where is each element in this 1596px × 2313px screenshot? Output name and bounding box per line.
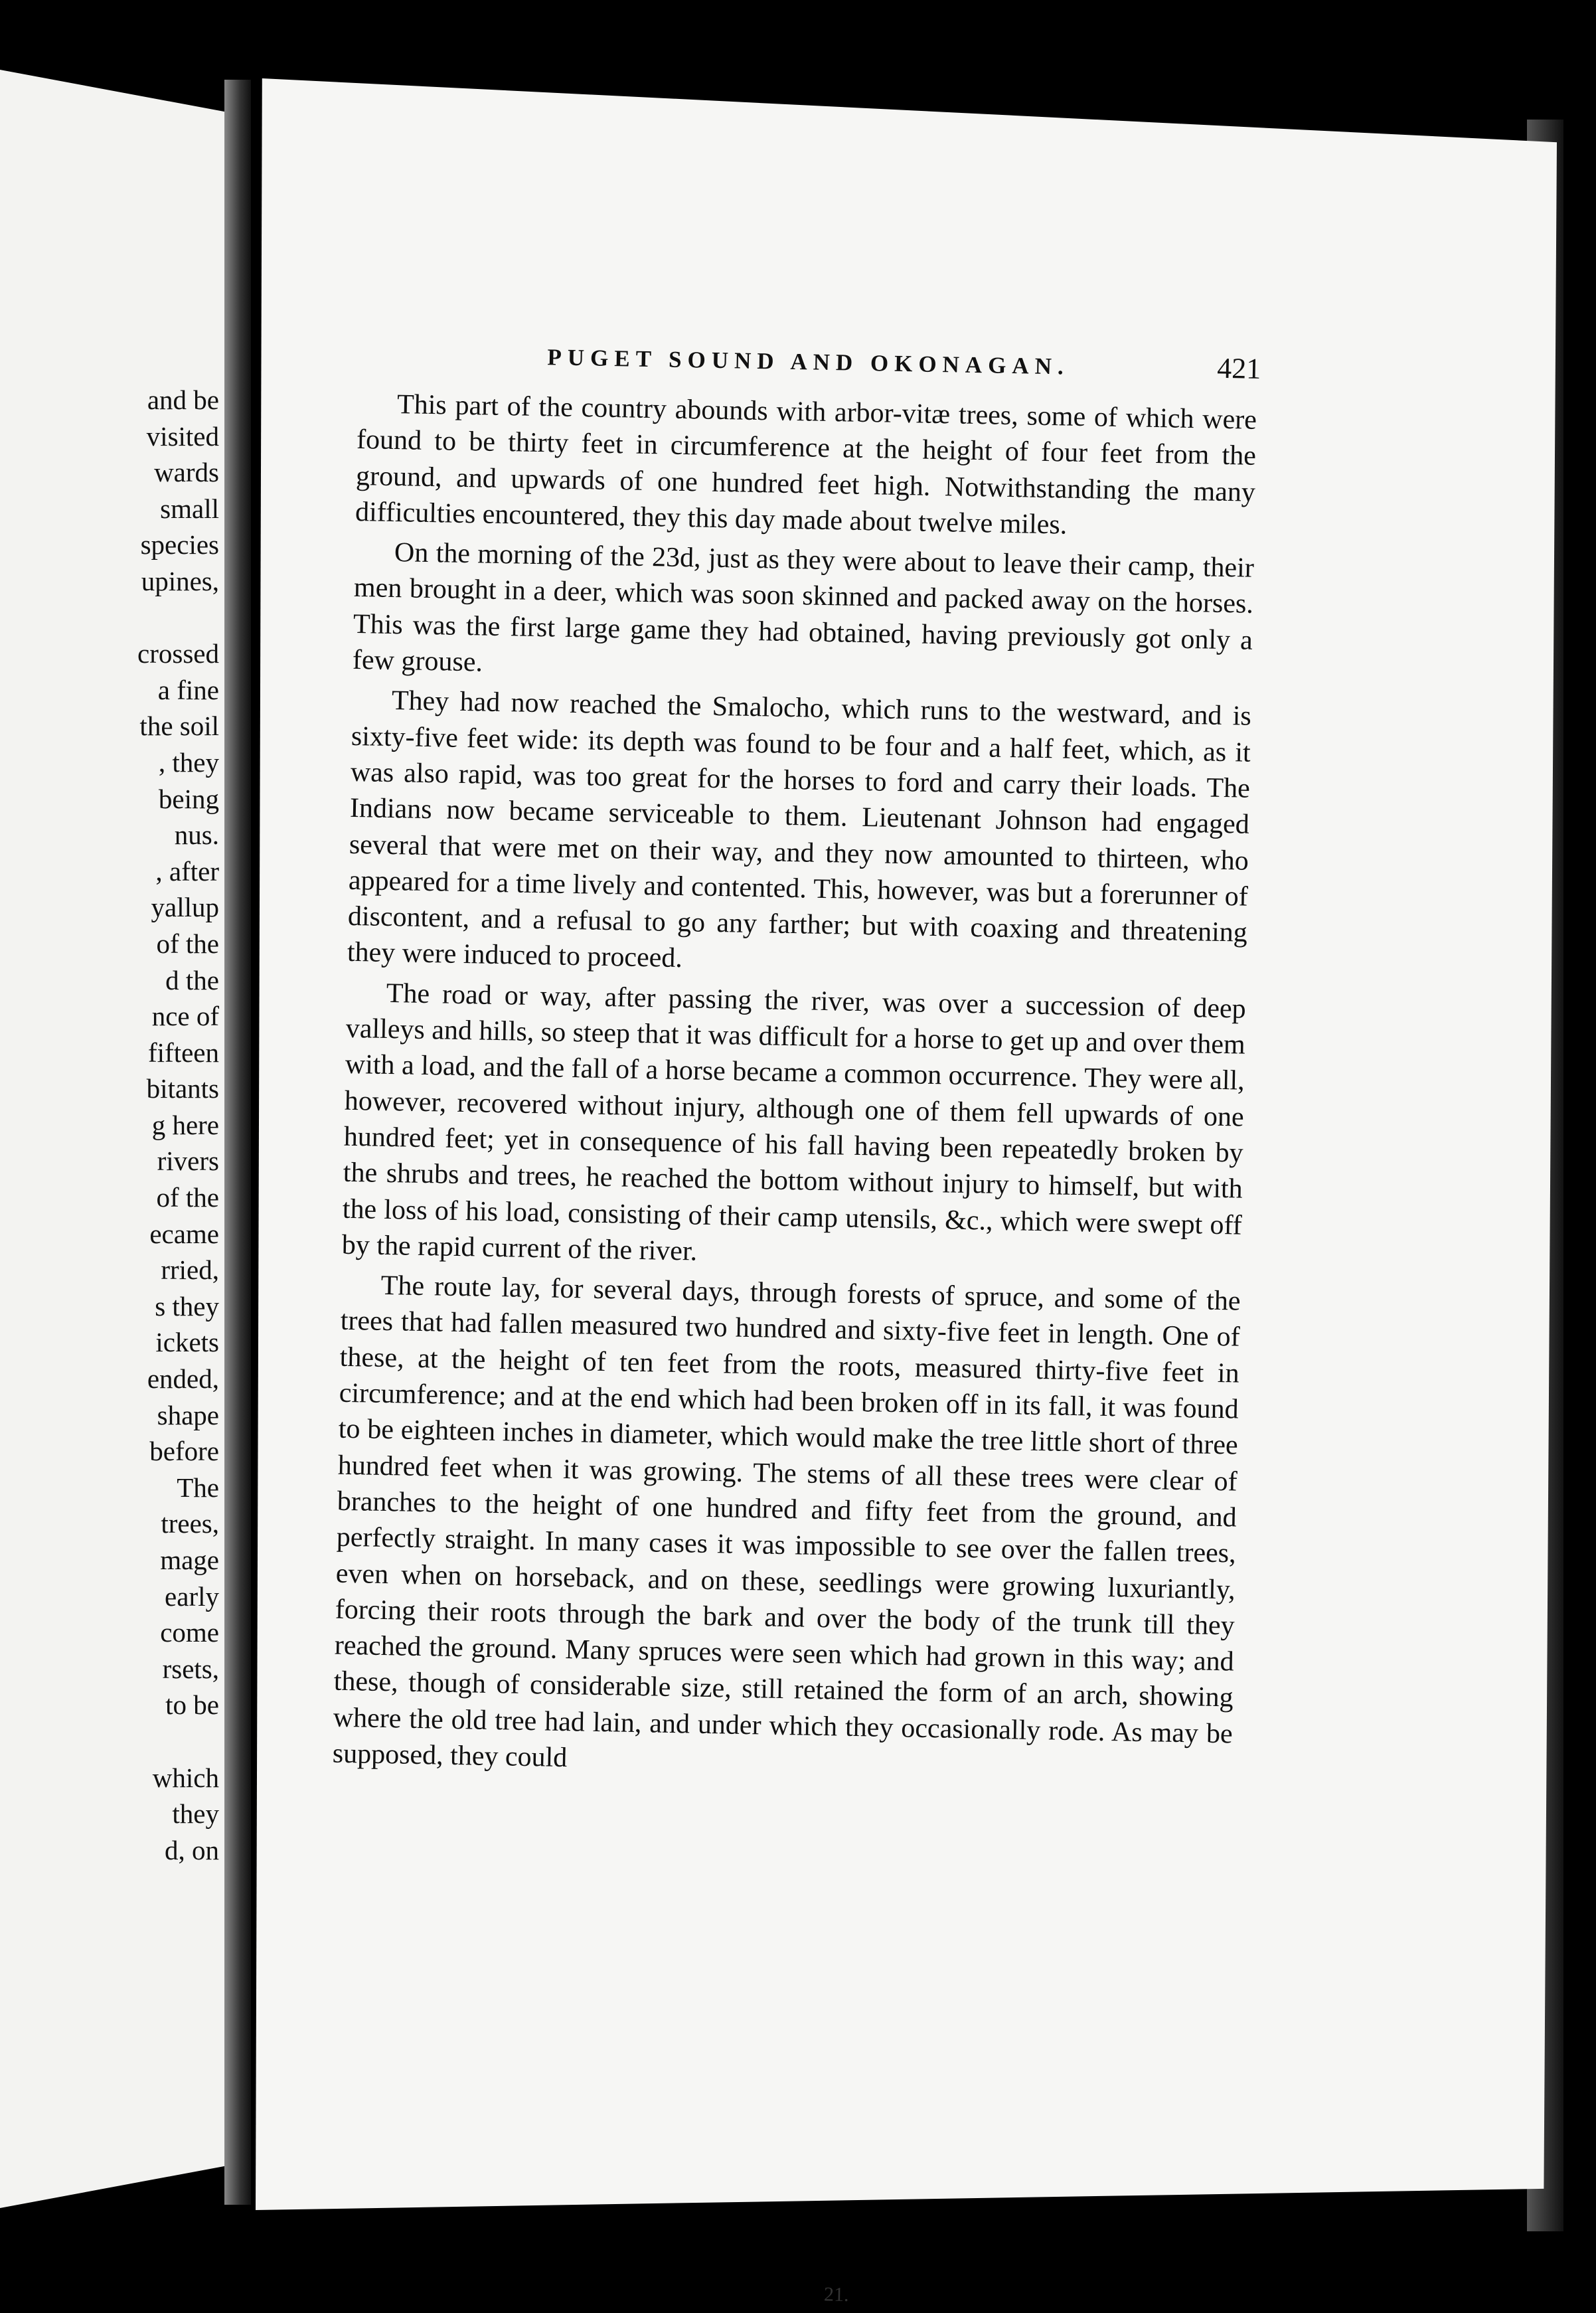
- facing-page-line: small: [160, 493, 219, 524]
- running-title: PUGET SOUND AND OKONAGAN.: [547, 344, 1070, 380]
- paragraph: They had now reached the Smalocho, which runs to the westward, and is sixty-five feet wide: its depth was found to be four and a half feet, which, as it was also rapid, was too great for the horses to ford and carry their loads. The Indians now became serviceable to them. Lieutenant Johnson had engaged several that were met on their way, and they now amounted to thirteen, who appeared for a time lively and contented. This, however, was but a forerunner of discontent, and a refusal to go any farther; but with coaxing and threatening they were induced to proceed.: [347, 685, 1252, 974]
- facing-page-line: ickets: [155, 1327, 219, 1358]
- facing-page-line: The: [177, 1472, 219, 1503]
- facing-page-line: , after: [155, 855, 219, 887]
- facing-page-line: to be: [165, 1689, 219, 1721]
- paragraph: On the morning of the 23d, just as they were about to leave their camp, their men brought in a deer, which was soon skinned and packed away on the horses. This was the first large game they had obtained, having previously got only a few grouse.: [352, 537, 1255, 678]
- paragraph: The route lay, for several days, through forests of spruce, and some of the trees that had fallen measured two hundred and sixty-five feet in length. One of these, at the height of ten feet from the roots, measured thirty-five feet in circumference; and at the end which had been broken off in its fall, it was found to be eighteen inches in diameter, which would make the tree little short of three hundred feet when it was growing. The stems of all these trees were clear of branches to the height of one hundred and fifty feet from the ground, and perfectly straight. In many cases it was impossible to see over the fallen trees, even when on horseback, and on these, seedlings were growing luxuriantly, forcing their roots through the bark and over the body of the trunk till they reached the ground. Many spruces were seen which had grown in this way; and these, though of considerable size, still retained the form of an arch, showing where the old tree had lain, and under which they occasionally rode. As may be supposed, they could: [332, 1270, 1241, 1774]
- facing-page-line: , they: [158, 746, 219, 778]
- paragraph: This part of the country abounds with arbor-vitæ trees, some of which were found to be thirty feet in circumference at the height of four feet from the ground, and upwards of one hundred feet high. Notwithstanding the many difficulties encountered, they this day made about twelve miles.: [355, 389, 1257, 541]
- body-text: [332, 386, 1257, 1788]
- facing-page-line: nce of: [151, 1001, 219, 1032]
- facing-page-line: come: [160, 1617, 219, 1648]
- facing-page-line: g here: [151, 1109, 219, 1140]
- facing-page-line: visited: [146, 420, 219, 452]
- paragraph: The road or way, after passing the river, was over a succession of deep valleys and hills, so steep that it was difficult for a horse to get up and over them with a load, and the fall of a horse became a common occurrence. They were all, however, recovered without injury, although one of them fell upwards of one hundred feet; yet in consequence of his fall having been repeatedly broken by the shrubs and trees, he reached the bottom without injury to himself, but with the loss of his load, consisting of their camp utensils, &c., which were swept off by the rapid current of the river.: [341, 978, 1247, 1267]
- facing-page-line: mage: [160, 1545, 219, 1575]
- facing-page-line: fifteen: [148, 1037, 219, 1068]
- facing-page-line: [0, 1723, 219, 1760]
- facing-page-line: trees,: [161, 1508, 219, 1539]
- facing-page-line: species: [140, 529, 219, 560]
- facing-page-line: d, on: [165, 1834, 219, 1865]
- facing-page-line: a fine: [157, 674, 219, 705]
- facing-page-line: rivers: [157, 1146, 219, 1177]
- facing-page-line: rried,: [161, 1254, 219, 1286]
- facing-page-line: ended,: [147, 1363, 219, 1395]
- facing-page-line: before: [149, 1436, 219, 1467]
- facing-page-line: crossed: [137, 638, 219, 669]
- facing-page-line: the soil: [139, 711, 219, 742]
- facing-page-line: which: [152, 1762, 219, 1793]
- facing-page-line: and be: [147, 385, 219, 415]
- binding-gutter: [224, 80, 251, 2205]
- page-content: [332, 335, 1261, 2306]
- facing-page-line: [0, 600, 219, 636]
- facing-page-line: being: [158, 783, 219, 814]
- facing-page-line: they: [172, 1798, 219, 1830]
- facing-page-line: of the: [156, 928, 219, 959]
- signature-mark: 21.: [823, 2283, 849, 2306]
- facing-page-line: s they: [155, 1290, 219, 1322]
- facing-page-line: ecame: [149, 1218, 219, 1249]
- facing-page-line: rsets,: [162, 1653, 219, 1684]
- facing-page-line: shape: [157, 1399, 219, 1430]
- facing-page-line: nus.: [174, 819, 219, 851]
- page-number: 421: [1216, 351, 1261, 385]
- facing-page-line: upines,: [141, 565, 219, 596]
- facing-page-line: bitants: [146, 1073, 219, 1104]
- facing-page-line: early: [165, 1581, 219, 1612]
- facing-page-line: yallup: [151, 892, 219, 923]
- facing-page-line: wards: [154, 457, 219, 488]
- facing-page-text: [0, 382, 219, 1868]
- facing-page-line: of the: [156, 1182, 219, 1213]
- facing-page-line: d the: [165, 964, 219, 995]
